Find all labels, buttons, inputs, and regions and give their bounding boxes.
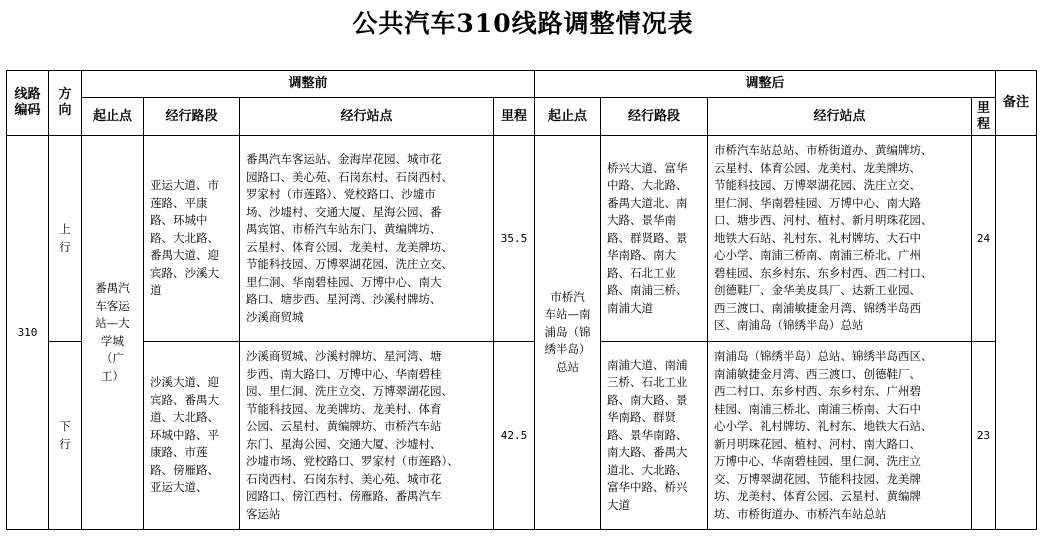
route-code: 310	[7, 136, 49, 530]
header-after-segments: 经行路段	[601, 98, 708, 136]
header-direction: 方 向	[49, 71, 82, 136]
header-route-code: 线路 编码	[7, 71, 49, 136]
before-segments-down: 沙溪大道、迎 宾路、番禺大 道、大北路、 环城中路、平 康路、市莲 路、傍雁路、 亚运大道、	[144, 342, 240, 530]
before-stops-down: 沙溪商贸城、沙溪村牌坊、星河湾、塘 步西、南大路口、万博中心、华南碧桂 园、里仁洞、洗庄立交、万博翠湖花园、 节能科技园、龙美牌坊、龙美村、体育 公园、云星村、黄编牌坊、市桥汽车站 东门、星海公园、交通大厦、沙墟村、 沙墟市场、党校路口、罗家村（市莲路）、 石岗西村、石岗东村、美心苑、城市花 园路口、傍江西村、傍雁路、番禺汽车 客运站	[240, 342, 494, 530]
page-title: 公共汽车310线路调整情况表	[352, 9, 694, 38]
before-endpoints: 番禺汽 车客运 站—大 学城 （广 工）	[82, 136, 144, 530]
after-stops-up: 市桥汽车站总站、市桥街道办、黄编牌坊、 云星村、体育公园、龙美村、龙美牌坊、 节能科技园、万博翠湖花园、洗庄立交、 里仁洞、华南碧桂园、万博中心、南大路 口、塘步西、河村、植村、新月明珠花园、 地铁大石站、礼村东、礼村牌坊、大石中 心小学、南浦三桥南、南浦三桥北、广州 碧桂园、东乡村东、东乡村西、西二村口、 创德鞋厂、金华美皮具厂、达新工业园、 西三渡口、南浦敏捷金月湾、锦绣半岛西 区、南浦岛（锦绣半岛）总站	[708, 136, 972, 342]
before-segments-up: 亚运大道、市 莲路、平康 路、环城中 路、大北路、 番禺大道、迎 宾路、沙溪大 道	[144, 136, 240, 342]
route-adjustment-table	[6, 70, 1037, 530]
header-after-stops: 经行站点	[708, 98, 972, 136]
table-row	[7, 342, 1037, 530]
before-mileage-down: 42.5	[494, 342, 535, 530]
direction-up: 上 行	[49, 136, 82, 342]
after-mileage-up: 24	[972, 136, 996, 342]
header-before-segments: 经行路段	[144, 98, 240, 136]
header-remarks: 备注	[996, 71, 1037, 136]
header-after-mileage: 里 程	[972, 98, 996, 136]
after-endpoints: 市桥汽 车站—南 浦岛（锦 绣半岛） 总站	[535, 136, 601, 530]
header-before-mileage: 里程	[494, 98, 535, 136]
header-before: 调整前	[82, 71, 535, 98]
remarks-cell	[996, 136, 1037, 530]
after-stops-down: 南浦岛（锦绣半岛）总站、锦绣半岛西区、 南浦敏捷金月湾、西三渡口、创德鞋厂、 西二村口、东乡村西、东乡村东、广州碧 桂园、南浦三桥北、南浦三桥南、大石中 心小学、礼村牌坊、礼村东、地铁大石站、 新月明珠花园、植村、河村、南大路口、 万博中心、华南碧桂园、里仁洞、洗庄立 交、万博翠湖花园、节能科技园、龙美牌 坊、龙美村、体育公园、云星村、黄编牌 坊、市桥街道办、市桥汽车站总站	[708, 342, 972, 530]
before-stops-up: 番禺汽车客运站、金海岸花园、城市花 园路口、美心苑、石岗东村、石岗西村、 罗家村（市莲路）、党校路口、沙墟市 场、沙墟村、交通大厦、星海公园、番 禺宾馆、市桥汽车站东门、黄编牌坊、 云星村、体育公园、龙美村、龙美牌坊、 节能科技园、万博翠湖花园、洗庄立交、 里仁洞、华南碧桂园、万博中心、南大 路口、塘步西、星河湾、沙溪村牌坊、 沙溪商贸城	[240, 136, 494, 342]
header-after-endpoints: 起止点	[535, 98, 601, 136]
header-after: 调整后	[535, 71, 996, 98]
header-before-stops: 经行站点	[240, 98, 494, 136]
after-mileage-down: 23	[972, 342, 996, 530]
before-mileage-up: 35.5	[494, 136, 535, 342]
header-before-endpoints: 起止点	[82, 98, 144, 136]
after-segments-down: 南浦大道、南浦 三桥、石北工业 路、南大路、景 华南路、群贤 路、景华南路、 南大路、番禺大 道北、大北路、 富华中路、桥兴 大道	[601, 342, 708, 530]
table-row	[7, 136, 1037, 342]
direction-down: 下 行	[49, 342, 82, 530]
after-segments-up: 桥兴大道、富华 中路、大北路、 番禺大道北、南 大路、景华南 路、群贤路、景 华南路、南大 路、石北工业 路、南浦三桥、 南浦大道	[601, 136, 708, 342]
